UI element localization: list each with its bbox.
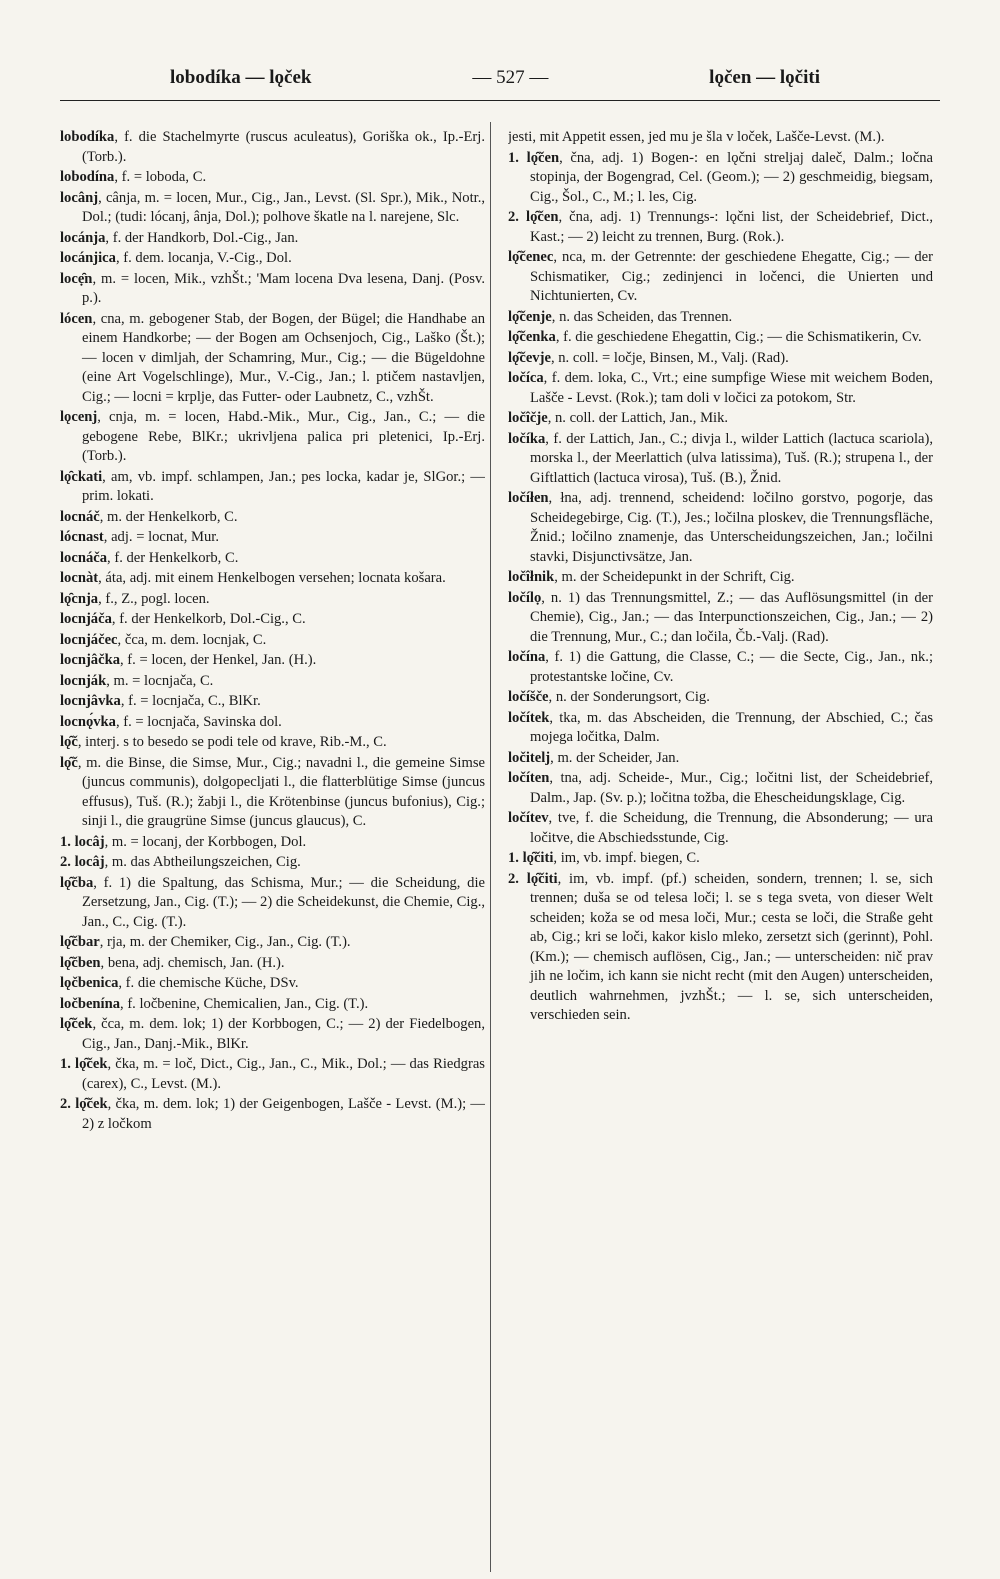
entry-headword: lócnast [60,529,104,545]
dictionary-entry [60,249,485,269]
header-left-guide-word: lobodíka — lǫček [170,67,312,88]
entry-definition: , m. der Scheider, Jan. [550,749,680,766]
header-right-guide-word: lǫčen — lǫčiti [709,67,820,88]
entry-definition: , f. der Handkorb, Dol.-Cig., Jan. [105,229,299,246]
entry-headword: lǫ̑ckati [60,468,103,485]
entry-headword: lǫcenj [60,409,98,425]
entry-definition: , m. der Henkelkorb, C. [99,508,238,525]
entry-definition: , m. das Abtheilungszeichen, Cig. [104,854,301,870]
dictionary-entry [60,128,485,167]
dictionary-entry [508,208,933,247]
entry-definition: , f. dem. loka, C., Vrt.; eine sumpfige Wiese mit weichem Boden, Lašče - Levst. (Rok.); tam doli v ločici za potokom, Str. [530,370,933,406]
entry-headword: 2. lǫ̑ček [60,1096,108,1112]
entry-headword: lǫ̑ček [60,1016,93,1032]
entry-definition: , čna, adj. 1) Bogen-: en lǫčni streljaj daleč, Dalm.; ločna stopinja, der Bogengrad, Cel. (Geom.); — 2) geschmeidig, biegsam, Cig., Šol., C., M.; l. les, Cig. [530,149,933,205]
dictionary-entry [60,528,485,548]
entry-definition: , im, vb. impf. biegen, C. [553,850,700,866]
entry-definition: , čka, m. dem. lok; 1) der Geigenbogen, Lašče - Levst. (M.); — 2) z ločkom [82,1096,485,1132]
entry-headword: lǫčbenica [60,975,119,991]
entry-headword: 1. lǫ̑ček [60,1056,108,1072]
entry-definition: , f., Z., pogl. locen. [98,590,210,607]
dictionary-entry [508,709,933,748]
entry-headword: lobodína [60,169,115,185]
entry-definition: , m. = locanj, der Korbbogen, Dol. [104,833,307,850]
dictionary-entry [60,408,485,467]
entry-headword: ločíka [508,430,546,447]
entry-headword: lǫ̑čevje [508,349,551,366]
entry-definition: , cânja, m. = locen, Mur., Cig., Jan., Levst. (Sl. Spr.), Mik., Notr., Dol.; (tudi: lócanj, ânja, Dol.); polhove škatle na l. narejene, Slc. [82,189,485,225]
entry-definition: , m. der Scheidepunkt in der Schrift, Cig. [554,569,795,585]
entry-headword: lǫ̑čba [60,874,94,891]
dictionary-entry [508,128,933,148]
dictionary-entry [60,168,485,188]
entry-headword: 1. lǫ̑čen [508,149,560,166]
dictionary-entry [60,270,485,309]
dictionary-entry [508,349,933,369]
entry-definition: , n. coll. = ločje, Binsen, M., Valj. (Rad). [550,349,789,366]
dictionary-entry [60,229,485,249]
entry-definition: , n. das Scheiden, das Trennen. [551,308,733,325]
dictionary-entry [508,568,933,588]
entry-headword: locnjáča [60,611,112,627]
entry-headword: lócen [60,310,93,327]
entry-headword: ločíłen [508,490,549,506]
dictionary-entry [508,809,933,848]
dictionary-entry [60,468,485,507]
entry-definition: , tka, m. das Abscheiden, die Trennung, der Abschied, C.; čas mojega ločitka, Dalm. [530,709,933,745]
entry-headword: 1. locâj [60,833,105,850]
dictionary-entry [60,1095,485,1134]
entry-definition: , f. = locen, der Henkel, Jan. (H.). [120,652,317,668]
dictionary-entry [60,569,485,589]
entry-headword: locnjâvka [60,693,121,709]
entry-definition: , f. der Henkelkorb, C. [107,549,239,566]
dictionary-entry [60,631,485,651]
running-header [170,62,820,94]
entry-headword: lǫ̑cnja [60,590,99,607]
dictionary-entry [508,870,933,1026]
entry-headword: ločíten [508,770,550,786]
entry-definition: , adj. = locnat, Mur. [103,529,220,545]
entry-headword: lǫ̑čenka [508,329,556,345]
entry-definition: , m. = locen, Mik., vzhŠt.; 'Mam locena Dva lesena, Danj. (Posv. p.). [82,270,485,306]
entry-definition: , f. der Lattich, Jan., C.; divja l., wilder Lattich (lactuca scariola), morska l., der Meerlattich (ulva latissima), Tuš. (R.); strupena l., der Giftlattich (lactuca virosa), Tuš. (B.), Žnid. [530,430,933,486]
entry-definition: , f. dem. locanja, V.-Cig., Dol. [115,250,292,266]
entry-definition: , m. = locnjača, C. [106,672,214,689]
entry-definition: , čca, m. dem. lok; 1) der Korbbogen, C.; — 2) der Fiedelbogen, Cig., Jan., Danj.-Mik., BlKr. [82,1016,485,1052]
entry-headword: 2. locâj [60,854,105,870]
entry-headword: locnǫ́vka [60,713,116,730]
dictionary-entry [508,248,933,307]
entry-definition: , f. die geschiedene Ehegattin, Cig.; — die Schismatikerin, Cv. [555,329,922,345]
entry-definition: jesti, mit Appetit essen, jed mu je šla v loček, Lašče-Levst. (M.). [508,129,885,145]
entry-definition: , čka, m. = loč, Dict., Cig., Jan., C., Mik., Dol.; — das Riedgras (carex), C., Levst. (M.). [82,1056,485,1092]
dictionary-entry [60,692,485,712]
dictionary-entry [508,749,933,769]
dictionary-entry [508,430,933,489]
entry-definition: , interj. s to besedo se podi tele od krave, Rib.-M., C. [77,734,387,750]
entry-headword: lǫ̑čenje [508,308,552,325]
entry-headword: locánjica [60,250,116,266]
dictionary-entry [508,369,933,408]
entry-definition: , f. = locnjača, Savinska dol. [115,713,282,730]
entry-headword: locânj [60,189,99,206]
entry-definition: , cna, m. gebogener Stab, der Bogen, der Bügel; die Handhabe an einem Handkorbe; — der Bogen am Ochsenjoch, Cig., Laško (Št.); — locen v dimljah, der Schamring, Mur., Cig.; — die Bügeldohne (eine Art Vogelschlinge), Mur., V.-Cig., Jan.; l. ptičem nastavljen, Cig.; — locni = krplje, das Futter- oder Laubnetz, C., vzhŠt. [82,310,485,405]
entry-headword: ločbenína [60,995,121,1012]
entry-headword: ločîłnik [508,569,555,585]
dictionary-entry [60,508,485,528]
dictionary-entry [60,590,485,610]
entry-headword: ločína [508,649,546,665]
dictionary-entry [60,853,485,873]
entry-headword: lǫ̑čbar [60,934,100,950]
entry-headword: ločítev [508,810,549,826]
entry-definition: , áta, adj. mit einem Henkelbogen versehen; locnata košara. [98,570,446,586]
dictionary-entry [60,1015,485,1054]
entry-definition: , tve, f. die Scheidung, die Trennung, die Absonderung; — ura ločitve, die Abschiedsstunde, Cig. [530,810,933,846]
entry-headword: 2. lǫ̑čiti [508,870,558,887]
dictionary-entry [60,933,485,953]
page-number: — 527 — [472,67,549,88]
entry-definition: , cnja, m. = locen, Habd.-Mik., Mur., Cig., Jan., C.; — die gebogene Rebe, BlKr.; ukrivljena palica pri pletenici, Ip.-Erj. (Torb.). [82,409,485,464]
dictionary-entry [60,974,485,994]
entry-definition: , f. = loboda, C. [114,169,207,185]
dictionary-entry [508,648,933,687]
entry-definition: , łna, adj. trennend, scheidend: ločilno gorstvo, pogorje, das Scheidegebirge, Cig. (T.), Jes.; ločilna ploskev, die Trennungsfläche, Žnid.; ločilno znamenje, das Unterscheidungszeichen, Jan.; ločilni stavki, Disjunctivsätze, Jan. [530,490,933,565]
entry-definition: , f. 1) die Spaltung, das Schisma, Mur.; — die Scheidung, die Zersetzung, Jan., Cig. (T.); — 2) die Scheidekunst, die Chemie, Cig., Jan., C., Cig. (T.). [82,874,485,930]
entry-headword: lǫ̑čben [60,954,101,971]
entry-headword: locnáča [60,549,108,566]
entry-headword: lobodíka [60,129,115,145]
entry-definition: , f. ločbenine, Chemicalien, Jan., Cig. (T.). [120,995,369,1012]
entry-headword: locánja [60,229,106,246]
dictionary-entry [60,733,485,753]
dictionary-entry [60,549,485,569]
dictionary-entry [60,189,485,228]
entry-definition: , rja, m. der Chemiker, Cig., Jan., Cig. (T.). [99,934,351,950]
entry-definition: , im, vb. impf. (pf.) scheiden, sondern, trennen; l. se, sich trennen; duša se od telesa loči; l. se s tega sveta, von dieser Welt scheiden; koža se od mesa loči, Mur.; cesta se loči, die Straße geht ab, Cig.; kri se loči, kakor kislo mleko, zersetzt sich (gerinnt), Pohl. (Km.); — chemisch auflösen, Cig., Jan.; — unterscheiden: nič prav jih ne ločim, ich kann sie nicht recht (mit den Augen) unterscheiden, deutlich wahrnehmen, jvzhŠt.; — l. se, sich unterscheiden, verschieden sein. [530,870,933,1023]
dictionary-entry [60,672,485,692]
entry-headword: lǫ̑č [60,734,78,750]
dictionary-entry [60,995,485,1015]
dictionary-entry [60,651,485,671]
entry-definition: , n. coll. der Lattich, Jan., Mik. [547,410,729,426]
entry-definition: , nca, m. der Getrennte: der geschiedene Ehegatte, Cig.; — der Schismatiker, Cig.; zedinjenci in ločenci, die Unierten und Nichtunierten, Cv. [530,249,933,304]
header-rule [60,100,940,101]
entry-definition: , bena, adj. chemisch, Jan. (H.). [100,954,285,971]
entry-headword: locnjâčka [60,652,120,668]
entry-headword: lǫ̑čenec [508,249,554,265]
entry-headword: ločíšče [508,689,549,705]
dictionary-entry [508,149,933,208]
entry-headword: ločílọ [508,589,542,606]
entry-definition: , čna, adj. 1) Trennungs-: lǫčni list, der Scheidebrief, Dict., Kast.; — 2) leicht zu trennen, Burg. (Rok.). [530,209,933,245]
dictionary-entry [60,754,485,832]
entry-headword: ločîčje [508,410,548,426]
entry-definition: , n. 1) das Trennungsmittel, Z.; — das Auflösungsmittel (in der Chemie), Cig., Jan.; — das Interpunctionszeichen, Cig., Jan.; — 2) die Trennung, Mur., C.; dan ločila, Čb.-Valj. (Rad). [530,589,933,645]
entry-definition: , f. die Stachelmyrte (ruscus aculeatus), Goriška ok., Ip.-Erj. (Torb.). [82,129,485,165]
entry-definition: , f. der Henkelkorb, Dol.-Cig., C. [111,611,306,627]
dictionary-entry [508,589,933,648]
dictionary-entry [60,874,485,933]
dictionary-entry [508,688,933,708]
dictionary-entry [508,489,933,567]
dictionary-entry [508,328,933,348]
entry-headword: ločitelj [508,749,551,766]
entry-definition: , f. 1) die Gattung, die Classe, C.; — die Secte, Cig., Jan., nk.; protestantske ločine, Cv. [530,649,933,685]
entry-headword: locnjáčec [60,631,118,648]
dictionary-entry [60,1055,485,1094]
entry-headword: locnáč [60,508,100,525]
entry-definition: , tna, adj. Scheide-, Mur., Cig.; ločitni list, der Scheidebrief, Dalm., Jap. (Sv. p.); ločitna tožba, die Ehescheidungsklage, Cig. [530,770,933,806]
right-column [508,128,933,1578]
dictionary-entry [60,833,485,853]
dictionary-entry [508,849,933,869]
dictionary-entry [60,954,485,974]
left-column [60,128,485,1578]
entry-headword: ločíca [508,370,544,386]
entry-headword: lǫ̑č [60,754,78,771]
entry-definition: , f. = locnjača, C., BlKr. [120,693,261,709]
dictionary-entry [60,310,485,408]
entry-headword: locẹ̑n [60,270,93,287]
entry-definition: , f. die chemische Küche, DSv. [118,975,299,991]
column-divider [490,122,491,1572]
dictionary-entry [508,308,933,328]
entry-headword: 1. lǫ̑čiti [508,850,554,866]
entry-headword: locnàt [60,570,99,586]
entry-definition: , čca, m. dem. locnjak, C. [117,631,267,648]
entry-definition: , m. die Binse, die Simse, Mur., Cig.; navadni l., die gemeine Simse (juncus communis), dolgopecljati l., die flatterblütige Simse (juncus effusus), Tuš. (R.); žabji l., die Krötenbinse (juncus bufonius), Cig.; sinji l., die graugrüne Simse (juncus glaucus), C. [77,754,485,829]
entry-definition: , am, vb. impf. schlampen, Jan.; pes locka, kadar je, SlGor.; — prim. lokati. [82,468,485,504]
dictionary-entry [60,610,485,630]
entry-definition: , n. der Sonderungsort, Cig. [548,689,710,705]
dictionary-entry [508,409,933,429]
entry-headword: 2. lǫ̑čen [508,209,559,225]
entry-headword: ločítek [508,709,550,726]
entry-headword: locnják [60,672,107,689]
dictionary-entry [60,713,485,733]
dictionary-entry [508,769,933,808]
